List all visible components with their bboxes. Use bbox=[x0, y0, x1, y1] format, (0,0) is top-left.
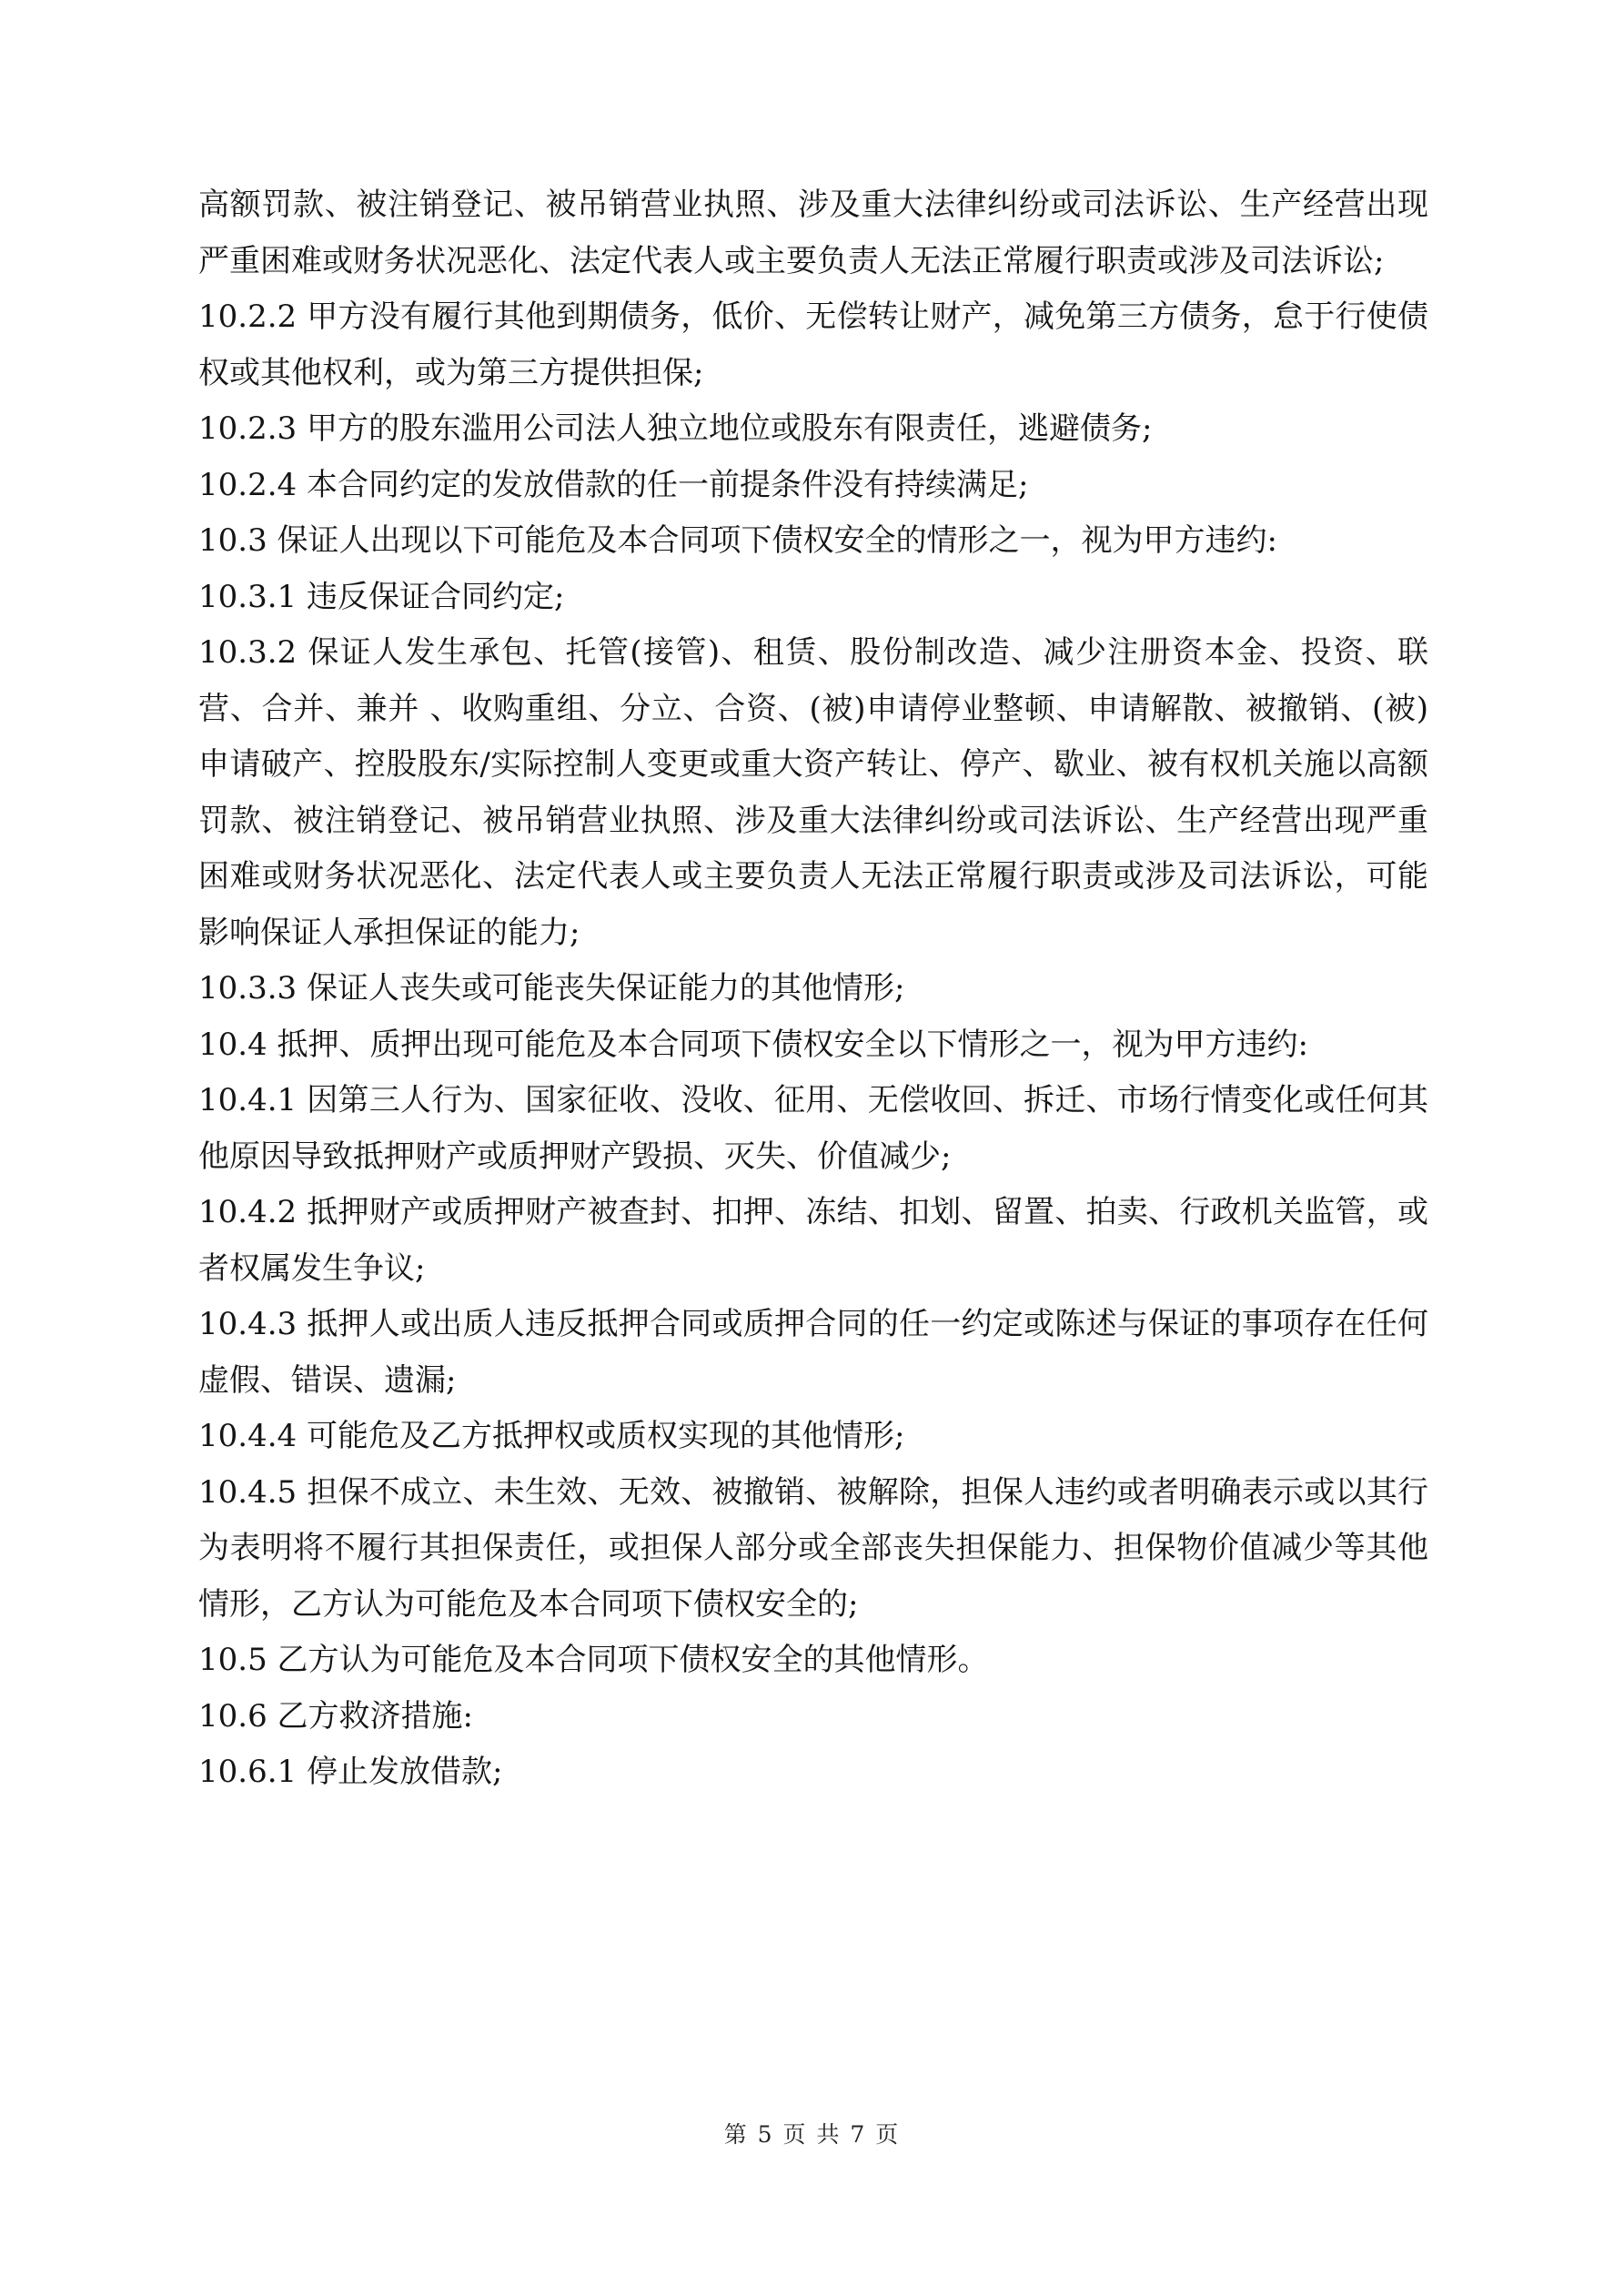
paragraph-10-3: 10.3 保证人出现以下可能危及本合同项下债权安全的情形之一，视为甲方违约: bbox=[198, 522, 1277, 559]
paragraph-10-4-3: 10.4.3 抵押人或出质人违反抵押合同或质押合同的任一约定或陈述与保证的事项存在任何虚假、错误、遗漏; bbox=[198, 1306, 1428, 1399]
paragraph-10-6-1: 10.6.1 停止发放借款; bbox=[198, 1754, 503, 1790]
paragraph-10-3-2: 10.3.2 保证人发生承包、托管(接管)、租赁、股份制改造、减少注册资本金、投资、联营、合并、兼并 、收购重组、分立、合资、(被)申请停业整顿、申请解散、被撤销、(被)申请破产、控股股东/实际控制人变更或重大资产转让、停产、歇业、被有权机关施以高额罚款、被注销登记、被吊销营业执照、涉及重大法律纠纷或司法诉讼、生产经营出现严重困难或财务状况恶化、法定代表人或主要负责人无法正常履行职责或涉及司法诉讼，可能影响保证人承担保证的能力; bbox=[198, 634, 1428, 951]
paragraph-10-2-2: 10.2.2 甲方没有履行其他到期债务，低价、无偿转让财产，减免第三方债务，怠于行使债权或其他权利，或为第三方提供担保; bbox=[198, 298, 1428, 391]
paragraph-10-2-4: 10.2.4 本合同约定的发放借款的任一前提条件没有持续满足; bbox=[198, 466, 1029, 503]
paragraph-10-4-2: 10.4.2 抵押财产或质押财产被查封、扣押、冻结、扣划、留置、拍卖、行政机关监管，或者权属发生争议; bbox=[198, 1194, 1428, 1287]
paragraph-10-4-4: 10.4.4 可能危及乙方抵押权或质权实现的其他情形; bbox=[198, 1418, 905, 1454]
paragraph-10-4-1: 10.4.1 因第三人行为、国家征收、没收、征用、无偿收回、拆迁、市场行情变化或任何其他原因导致抵押财产或质押财产毁损、灭失、价值减少; bbox=[198, 1082, 1428, 1175]
paragraph-10-3-3: 10.3.3 保证人丧失或可能丧失保证能力的其他情形; bbox=[198, 970, 905, 1006]
paragraph-10-6: 10.6 乙方救济措施: bbox=[198, 1697, 473, 1735]
paragraph-10-4-5: 10.4.5 担保不成立、未生效、无效、被撤销、被解除，担保人违约或者明确表示或以其行为表明将不履行其担保责任，或担保人部分或全部丧失担保能力、担保物价值减少等其他情形，乙方认为可能危及本合同项下债权安全的; bbox=[198, 1473, 1428, 1623]
paragraph-continued-default-events: 高额罚款、被注销登记、被吊销营业执照、涉及重大法律纠纷或司法诉讼、生产经营出现严重困难或财务状况恶化、法定代表人或主要负责人无法正常履行职责或涉及司法诉讼; bbox=[198, 187, 1428, 279]
paragraph-10-3-1: 10.3.1 违反保证合同约定; bbox=[198, 578, 565, 615]
paragraph-10-4: 10.4 抵押、质押出现可能危及本合同项下债权安全以下情形之一，视为甲方违约: bbox=[198, 1026, 1308, 1063]
contract-body bbox=[198, 177, 1428, 1801]
paragraph-10-2-3: 10.2.3 甲方的股东滥用公司法人独立地位或股东有限责任，逃避债务; bbox=[198, 410, 1153, 447]
page-number-footer: 第 5 页 共 7 页 bbox=[723, 2121, 901, 2148]
paragraph-10-5: 10.5 乙方认为可能危及本合同项下债权安全的其他情形。 bbox=[198, 1642, 989, 1678]
